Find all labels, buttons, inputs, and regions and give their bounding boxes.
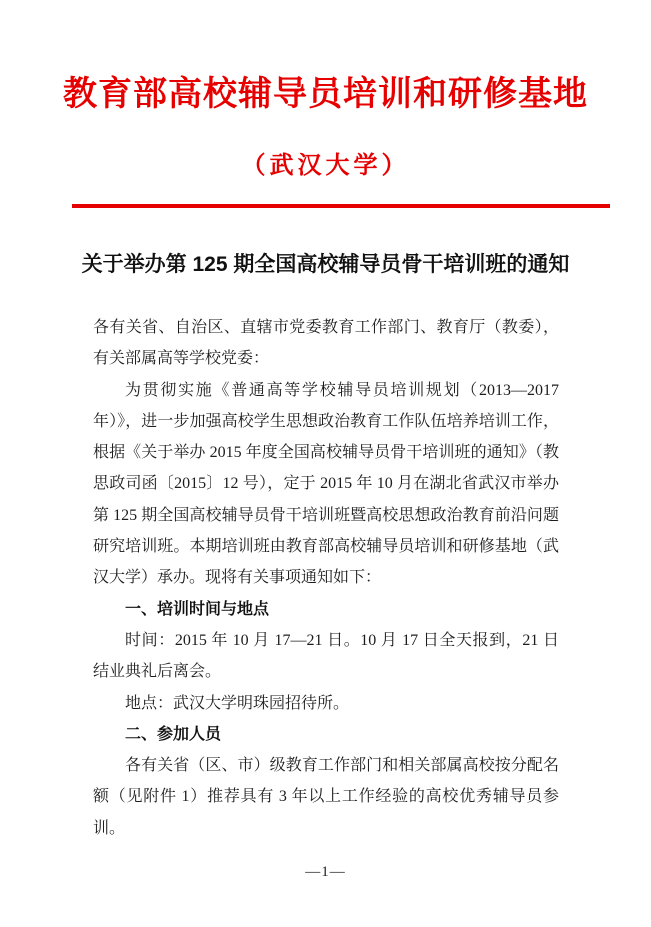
document-body	[93, 312, 559, 844]
page-number: —1—	[305, 864, 346, 880]
org-title: 教育部高校辅导员培训和研修基地	[63, 75, 588, 113]
section-heading-2: 二、参加人员	[125, 725, 222, 743]
paragraph-time: 时间：2015 年 10 月 17—21 日。10 月 17 日全天报到，21 日结业典礼后离会。	[93, 631, 559, 681]
paragraph-salutation: 各有关省、自治区、直辖市党委教育工作部门、教育厅（教委），有关部属高等学校党委：	[93, 319, 559, 368]
section-heading-1: 一、培训时间与地点	[125, 600, 270, 618]
org-subtitle: （武汉大学）	[241, 152, 410, 179]
red-divider	[72, 204, 610, 208]
paragraph-participants: 各有关省（区、市）级教育工作部门和相关部属高校按分配名额（见附件 1）推荐具有 3 年以上工作经验的高校优秀辅导员参训。	[93, 757, 559, 837]
paragraph-intro: 为贯彻实施《普通高等学校辅导员培训规划（2013—2017 年）》，进一步加强高校学生思想政治教育工作队伍培养培训工作，根据《关于举办 2015 年度全国高校辅导员骨干培训班的通知》（教思政司函〔2015〕12 号），定于 2015 年 10 月在湖北省武汉市举办第 125 期全国高校辅导员骨干培训班暨高校思想政治教育前沿问题研究培训班。本期培训班由教育部高校辅导员培训和研修基地（武汉大学）承办。现将有关事项通知如下：	[93, 381, 559, 587]
paragraph-location: 地点：武汉大学明珠园招待所。	[125, 694, 350, 712]
document-title: 关于举办第 125 期全国高校辅导员骨干培训班的通知	[81, 253, 570, 276]
